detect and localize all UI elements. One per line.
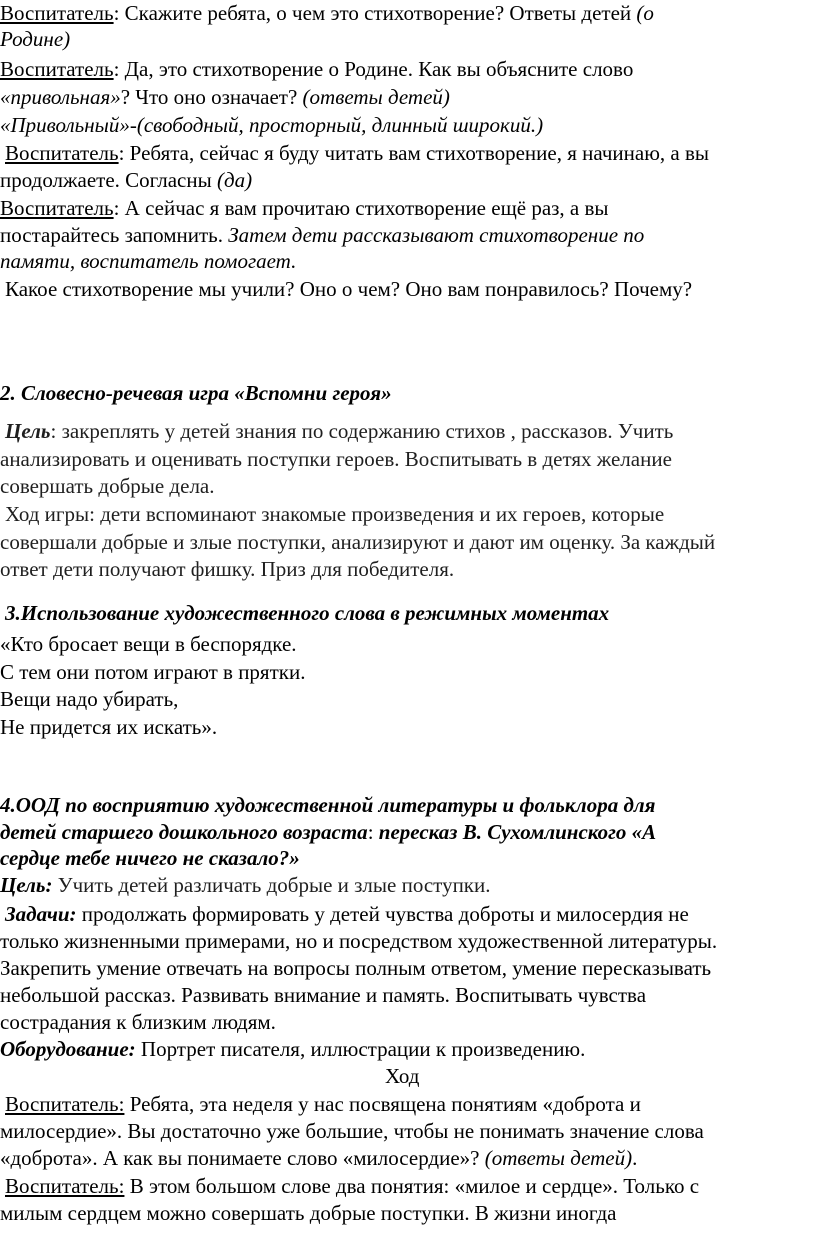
tasks-line: Задачи: продолжать формировать у детей чувства доброты и милосердия не <box>5 902 689 926</box>
speaker-label: Воспитатель: <box>5 1174 125 1198</box>
section-4-heading-1: 4.ООД по восприятию художественной литературы и фольклора для <box>0 793 656 817</box>
poem-line-1: «Кто бросает вещи в беспорядке. <box>0 632 297 656</box>
line-17: совершали добрые и злые поступки, анализируют и дают им оценку. За каждый <box>0 530 716 554</box>
section-2-heading: 2. Словесно-речевая игра «Вспомни героя» <box>0 381 392 405</box>
speaker-label: Воспитатель <box>0 57 114 81</box>
poem-line-3: Вещи надо убирать, <box>0 687 179 711</box>
line-7: продолжаете. Согласны (да) <box>0 168 253 192</box>
line-39: милым сердцем можно совершать добрые поступки. В жизни иногда <box>0 1201 617 1225</box>
section-4-heading-2: детей старшего дошкольного возраста: пересказ В. Сухомлинского «А <box>0 820 657 844</box>
line-37: «доброта». А как вы понимаете слово «милосердие»? (ответы детей). <box>0 1146 638 1170</box>
speaker-label: Воспитатель <box>0 1 114 25</box>
line-36: милосердие». Вы достаточно уже большие, чтобы не понимать значение слова <box>0 1119 704 1143</box>
line-38: Воспитатель: В этом большом слове два понятия: «милое и сердце». Только с <box>5 1174 700 1198</box>
line-16: Ход игры: дети вспоминают знакомые произведения и их героев, которые <box>5 502 665 526</box>
line-35: Воспитатель: Ребята, эта неделя у нас посвящена понятиям «доброта и <box>5 1092 641 1116</box>
line-18: ответ дети получают фишку. Приз для победителя. <box>0 557 455 581</box>
line-32: сострадания к близким людям. <box>0 1010 276 1034</box>
line-30: Закрепить умение отвечать на вопросы полным ответом, умение пересказывать <box>0 956 712 980</box>
equipment-line: Оборудование: Портрет писателя, иллюстрации к произведению. <box>0 1037 586 1061</box>
line-2: Родине) <box>0 27 71 51</box>
speaker-label: Воспитатель: <box>5 1092 125 1116</box>
speaker-label: Воспитатель <box>5 141 119 165</box>
line-5: «Привольный»-(свободный, просторный, длинный широкий.) <box>0 113 544 137</box>
goal-line: Цель: Учить детей различать добрые и злые поступки. <box>0 873 491 897</box>
poem-line-4: Не придется их искать». <box>0 715 218 739</box>
section-3-heading: 3.Использование художественного слова в режимных моментах <box>5 601 610 625</box>
poem-line-2: С тем они потом играют в прятки. <box>0 660 306 684</box>
line-10: памяти, воспитатель помогает. <box>0 249 297 273</box>
line-29: только жизненными примерами, но и посредством художественной литературы. <box>0 929 718 953</box>
line-14: анализировать и оценивать поступки героев. Воспитывать в детях желание <box>0 447 672 471</box>
line-1: Воспитатель: Скажите ребята, о чем это стихотворение? Ответы детей (о <box>0 1 654 25</box>
line-9: постарайтесь запомнить. Затем дети рассказывают стихотворение по <box>0 223 645 247</box>
line-8: Воспитатель: А сейчас я вам прочитаю стихотворение ещё раз, а вы <box>0 196 609 220</box>
line-4: «привольная»? Что оно означает? (ответы детей) <box>0 85 450 109</box>
line-15: совершать добрые дела. <box>0 474 215 498</box>
line-11: Какое стихотворение мы учили? Оно о чем? Оно вам понравилось? Почему? <box>5 277 693 301</box>
line-31: небольшой рассказ. Развивать внимание и память. Воспитывать чувства <box>0 983 647 1007</box>
line-6: Воспитатель: Ребята, сейчас я буду читать вам стихотворение, я начинаю, а вы <box>5 141 709 165</box>
speaker-label: Воспитатель <box>0 196 114 220</box>
procedure-heading: Ход <box>385 1064 420 1088</box>
line-3: Воспитатель: Да, это стихотворение о Родине. Как вы объясните слово <box>0 57 634 81</box>
line-13: Цель: закреплять у детей знания по содержанию стихов , рассказов. Учить <box>5 419 674 443</box>
section-4-heading-3: сердце тебе ничего не сказало?» <box>0 846 300 870</box>
